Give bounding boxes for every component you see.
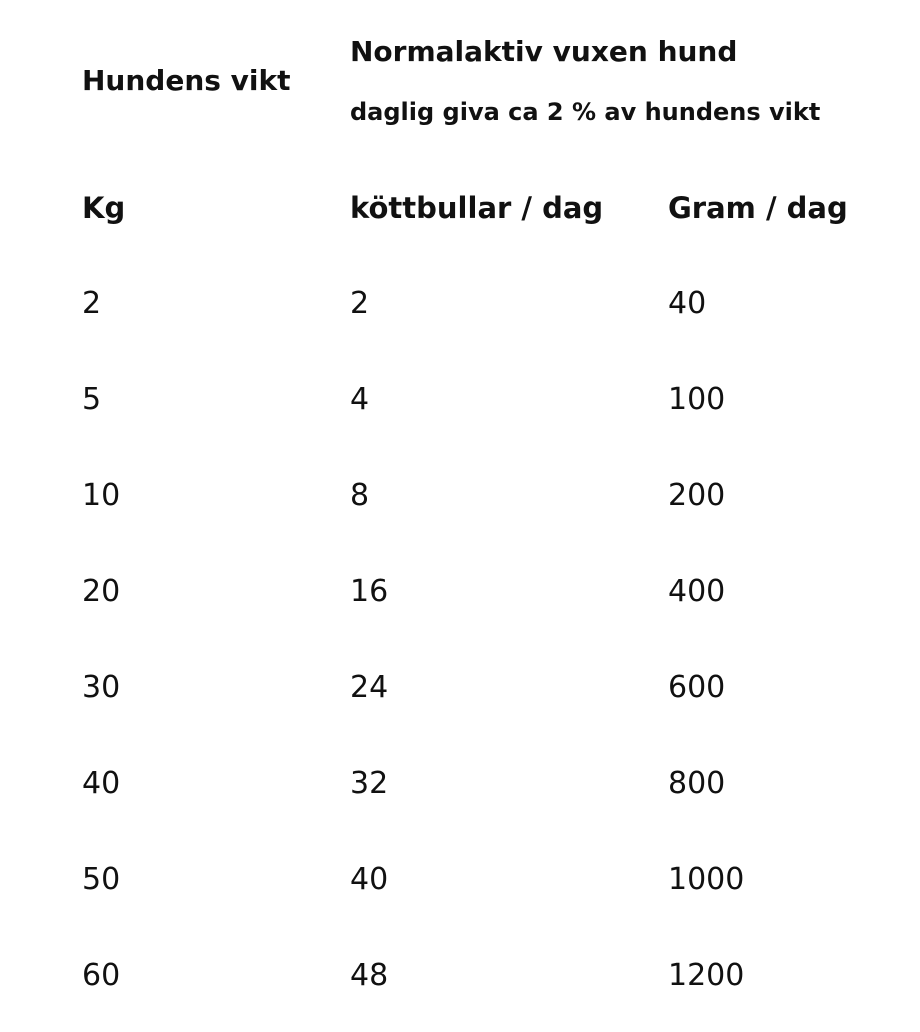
activity-title: Normalaktiv vuxen hund	[350, 35, 738, 68]
table-cell-grams: 100	[668, 382, 726, 417]
table-cell-meatballs: 40	[350, 862, 389, 897]
table-cell-meatballs: 32	[350, 766, 389, 801]
column-header-meatballs: köttbullar / dag	[350, 191, 604, 225]
table-cell-grams: 800	[668, 766, 726, 801]
table-cell-kg: 60	[82, 958, 121, 993]
table-cell-meatballs: 4	[350, 382, 370, 417]
table-cell-kg: 5	[82, 382, 102, 417]
table-cell-grams: 1200	[668, 958, 745, 993]
weight-title: Hundens vikt	[82, 64, 291, 97]
table-cell-meatballs: 48	[350, 958, 389, 993]
activity-subtitle: daglig giva ca 2 % av hundens vikt	[350, 98, 821, 126]
table-cell-kg: 10	[82, 478, 121, 513]
table-cell-grams: 200	[668, 478, 726, 513]
table-cell-kg: 2	[82, 286, 102, 321]
table-cell-grams: 40	[668, 286, 707, 321]
table-cell-grams: 400	[668, 574, 726, 609]
table-cell-grams: 600	[668, 670, 726, 705]
column-header-kg: Kg	[82, 191, 126, 225]
table-cell-kg: 30	[82, 670, 121, 705]
table-cell-meatballs: 16	[350, 574, 389, 609]
table-cell-meatballs: 8	[350, 478, 370, 513]
table-cell-kg: 40	[82, 766, 121, 801]
table-cell-meatballs: 24	[350, 670, 389, 705]
column-header-grams: Gram / dag	[668, 191, 848, 225]
table-cell-kg: 50	[82, 862, 121, 897]
table-cell-kg: 20	[82, 574, 121, 609]
table-cell-grams: 1000	[668, 862, 745, 897]
table-cell-meatballs: 2	[350, 286, 370, 321]
